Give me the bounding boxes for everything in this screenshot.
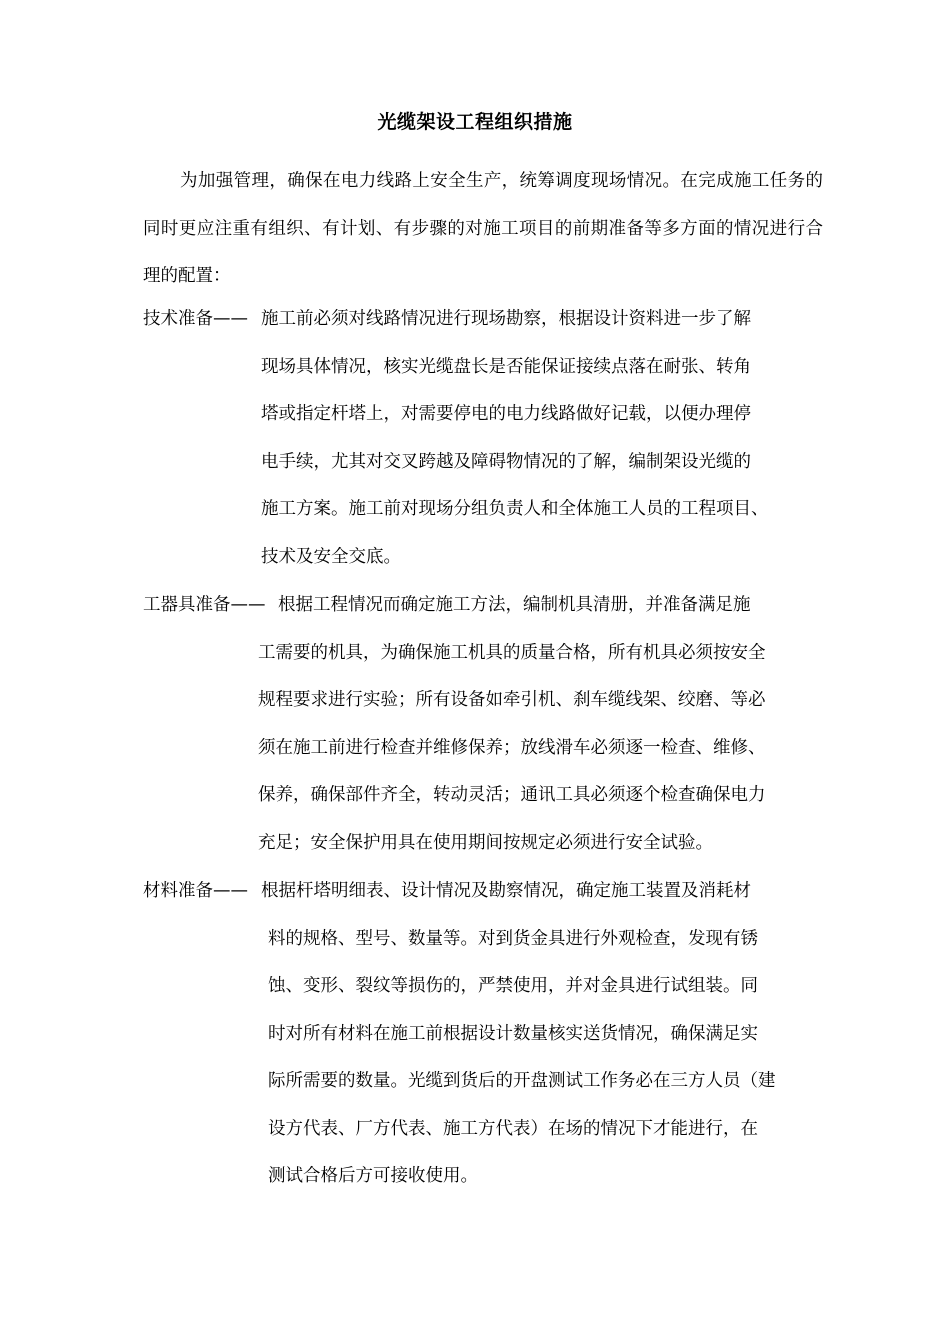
section-label: 材料准备—— xyxy=(143,881,248,901)
section-line: 充足；安全保护用具在使用期间按规定必须进行安全试验。 xyxy=(258,832,713,853)
section-line: 根据工程情况而确定施工方法，编制机具清册，并准备满足施 xyxy=(278,595,751,615)
section-label: 工器具准备—— xyxy=(143,595,266,615)
section-line: 时对所有材料在施工前根据设计数量核实送货情况，确保满足实 xyxy=(268,1023,758,1044)
section-technical-preparation xyxy=(143,296,833,581)
section-label: 技术准备—— xyxy=(143,309,248,329)
document-title: 光缆架设工程组织措施 xyxy=(377,111,573,133)
section-line: 施工前必须对线路情况进行现场勘察，根据设计资料进一步了解 xyxy=(261,309,751,329)
section-line: 工需要的机具，为确保施工机具的质量合格，所有机具必须按安全 xyxy=(258,642,766,663)
section-line: 设方代表、厂方代表、施工方代表）在场的情况下才能进行，在 xyxy=(268,1118,758,1139)
section-line: 测试合格后方可接收使用。 xyxy=(268,1166,478,1186)
section-line: 现场具体情况，核实光缆盘长是否能保证接续点落在耐张、转角 xyxy=(261,356,751,377)
section-line: 规程要求进行实验；所有设备如牵引机、刹车缆线架、绞磨、等必 xyxy=(258,690,766,710)
section-line: 蚀、变形、裂纹等损伤的，严禁使用，并对金具进行试组装。同 xyxy=(268,976,758,996)
section-line: 施工方案。施工前对现场分组负责人和全体施工人员的工程项目、 xyxy=(261,499,769,519)
section-line: 际所需要的数量。光缆到货后的开盘测试工作务必在三方人员（建 xyxy=(268,1071,776,1091)
section-line: 保养，确保部件齐全，转动灵活；通讯工具必须逐个检查确保电力 xyxy=(258,785,766,805)
section-tools-preparation xyxy=(143,582,833,867)
section-line: 电手续，尤其对交叉跨越及障碍物情况的了解，编制架设光缆的 xyxy=(261,451,751,472)
section-materials-preparation xyxy=(143,868,833,1201)
section-line: 根据杆塔明细表、设计情况及勘察情况，确定施工装置及消耗材 xyxy=(261,881,751,901)
section-line: 料的规格、型号、数量等。对到货金具进行外观检查，发现有锈 xyxy=(268,928,758,949)
intro-paragraph: 为加强管理，确保在电力线路上安全生产，统筹调度现场情况。在完成施工任务的同时更应注重有组织、有计划、有步骤的对施工项目的前期准备等多方面的情况进行合理的配置： xyxy=(143,171,823,286)
section-line: 须在施工前进行检查并维修保养；放线滑车必须逐一检查、维修、 xyxy=(258,737,766,758)
section-line: 塔或指定杆塔上，对需要停电的电力线路做好记载，以便办理停 xyxy=(261,404,751,424)
section-line: 技术及安全交底。 xyxy=(261,546,401,567)
section-body xyxy=(143,868,813,1201)
